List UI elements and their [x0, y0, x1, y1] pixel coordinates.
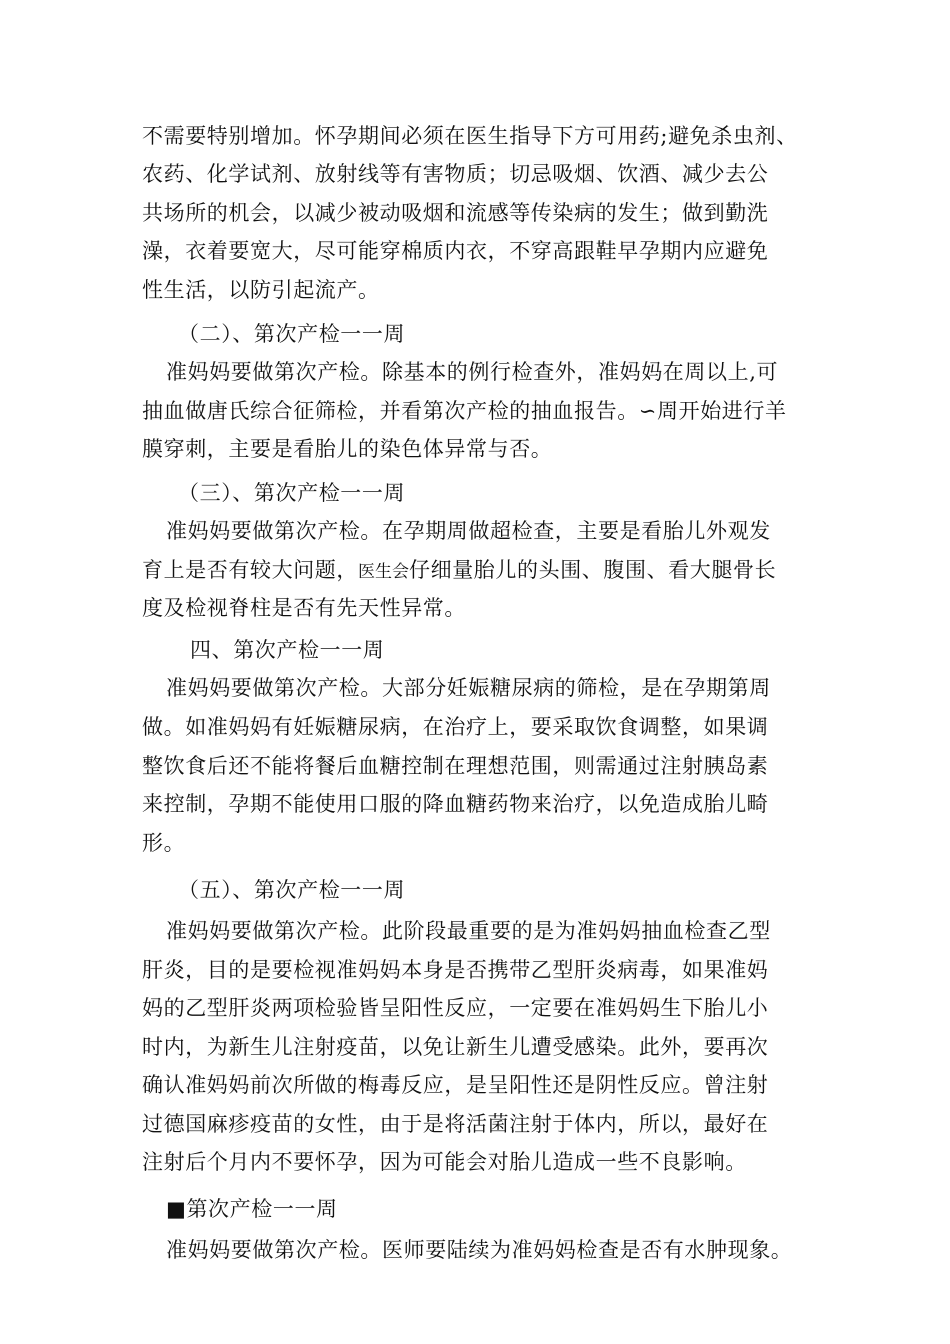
text-line: 过德国麻疹疫苗的女性，由于是将活菌注射于体内，所以，最好在: [142, 1112, 769, 1136]
text-line: 准妈妈要做第次产检。除基本的例行检查外，准妈妈在周以上,可: [166, 360, 779, 384]
text-line: 做。如准妈妈有妊娠糖尿病，在治疗上，要采取饮食调整，如果调: [142, 715, 769, 739]
text-line: 性生活，以防引起流产。: [142, 278, 380, 302]
text-line: 来控制，孕期不能使用口服的降血糖药物来治疗，以免造成胎儿畸: [142, 792, 769, 816]
text-line: 度及检视脊柱是否有先天性异常。: [142, 596, 466, 620]
text-line: 准妈妈要做第次产检。医师要陆续为准妈妈检查是否有水肿现象。: [166, 1238, 793, 1262]
text-line: 妈的乙型肝炎两项检验皆呈阳性反应，一定要在准妈妈生下胎儿小: [142, 996, 769, 1020]
text-line: 注射后个月内不要怀孕，因为可能会对胎儿造成一些不良影响。: [142, 1150, 747, 1174]
section-heading-3: （三）、第次产检一一周: [178, 481, 406, 505]
text-line: 澡，衣着要宽大，尽可能穿棉质内衣，不穿高跟鞋早孕期内应避免: [142, 239, 769, 263]
text-segment: 育上是否有较大问题，: [142, 558, 358, 582]
text-line: 准妈妈要做第次产检。在孕期周做超检查，主要是看胎儿外观发: [166, 519, 771, 543]
text-line: 膜穿刺，主要是看胎儿的染色体异常与否。: [142, 437, 553, 461]
section-heading-5: （五）、第次产检一一周: [178, 878, 406, 902]
text-line: 时内，为新生儿注射疫苗，以免让新生儿遭受感染。此外，要再次: [142, 1035, 769, 1059]
section-heading-4: 四、第次产检一一周: [190, 638, 385, 662]
text-line: 共场所的机会，以减少被动吸烟和流感等传染病的发生；做到勤洗: [142, 201, 769, 225]
text-line: 抽血做唐氏综合征筛检，并看第次产检的抽血报告。∽周开始进行羊: [142, 399, 787, 423]
text-line: 形。: [142, 831, 186, 855]
text-line: 肝炎，目的是要检视准妈妈本身是否携带乙型肝炎病毒，如果准妈: [142, 958, 769, 982]
text-line: 确认准妈妈前次所做的梅毒反应，是呈阳性还是阴性反应。曾注射: [142, 1073, 769, 1097]
text-line: 整饮食后还不能将餐后血糖控制在理想范围，则需通过注射胰岛素: [142, 754, 769, 778]
text-line: 准妈妈要做第次产检。大部分妊娠糖尿病的筛检，是在孕期第周: [166, 676, 771, 700]
text-line: 农药、化学试剂、放射线等有害物质；切忌吸烟、饮酒、减少去公: [142, 162, 769, 186]
text-line: [142, 550, 776, 590]
text-segment: 仔细量胎儿的头围、腹围、看大腿骨长: [409, 558, 777, 582]
section-heading-2: （二）、第次产检一一周: [178, 322, 406, 346]
text-segment-small: 医生会: [358, 562, 409, 582]
text-line: 准妈妈要做第次产检。此阶段最重要的是为准妈妈抽血检查乙型: [166, 919, 771, 943]
text-line: 不需要特别增加。怀孕期间必须在医生指导下方可用药;避免杀虫剂、: [142, 124, 798, 148]
section-heading-6: ■第次产检一一周: [166, 1197, 338, 1221]
